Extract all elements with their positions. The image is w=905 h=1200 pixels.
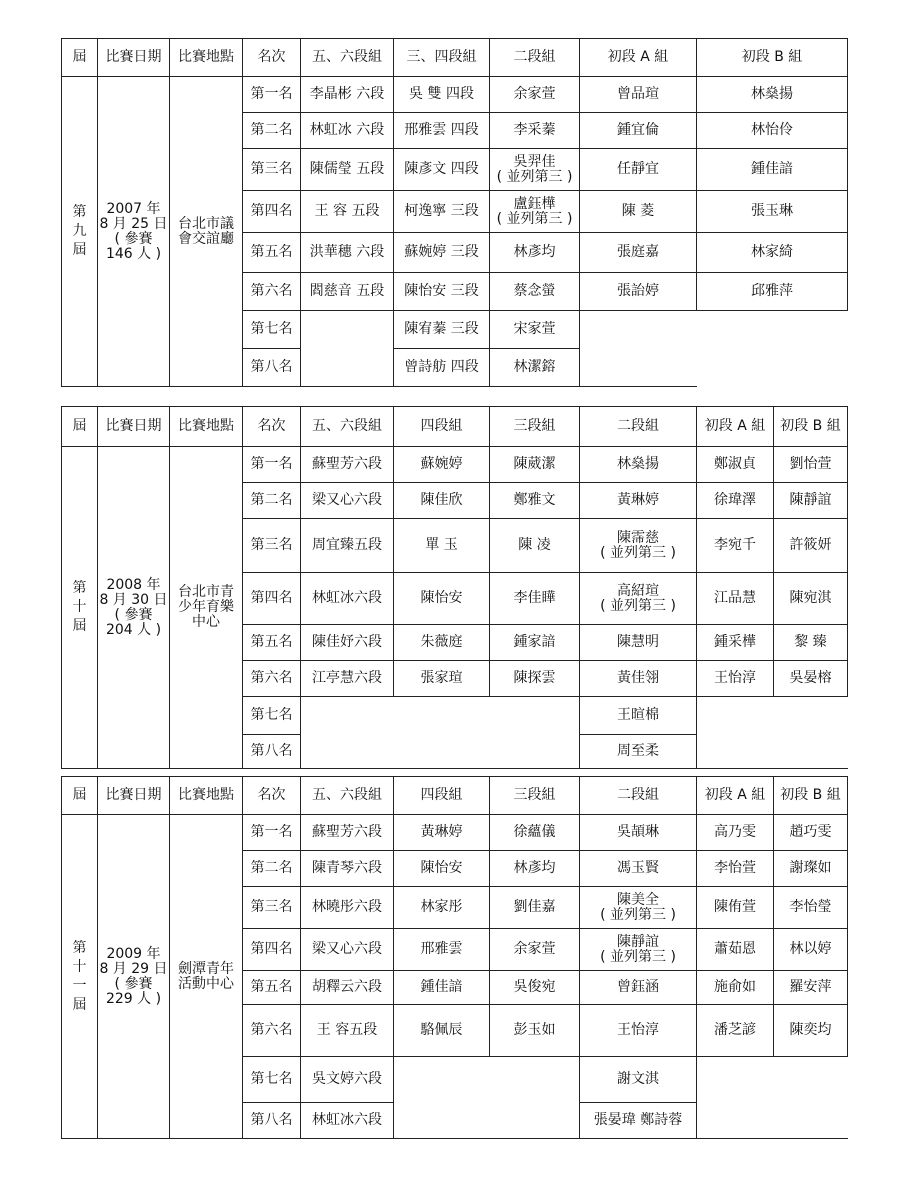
section9-table <box>61 38 848 387</box>
rank-cell: 第三名 <box>243 887 301 929</box>
result-cell: 鍾佳諳 <box>394 971 490 1005</box>
result-cell: 馮玉賢 <box>580 851 697 887</box>
result-cell <box>490 149 580 191</box>
line: 會交誼廳 <box>178 230 234 247</box>
result-cell: 林潔鎔 <box>490 349 580 387</box>
result-line: ( 並列第三 ) <box>496 210 573 227</box>
edition-cell <box>62 77 98 387</box>
empty-cell <box>697 1057 848 1139</box>
result-cell: 高乃雯 <box>697 815 774 851</box>
header-row <box>62 407 848 447</box>
result-cell: 徐蘊儀 <box>490 815 580 851</box>
line: 146 人 ) <box>105 245 162 262</box>
result-cell: 張玉琳 <box>697 191 848 233</box>
rank-cell: 第五名 <box>243 971 301 1005</box>
rank-cell: 第八名 <box>243 735 301 769</box>
result-cell: 陳彥文 四段 <box>394 149 490 191</box>
result-cell: 吳文婷六段 <box>301 1057 394 1103</box>
line: 8 月 29 日 <box>99 960 168 977</box>
result-cell: 吳頡琳 <box>580 815 697 851</box>
result-cell: 彭玉如 <box>490 1005 580 1057</box>
rank-cell: 第一名 <box>243 815 301 851</box>
result-cell: 李佳瞱 <box>490 573 580 625</box>
result-cell <box>490 191 580 233</box>
line: 229 人 ) <box>105 990 162 1007</box>
group-header: 初段 B 組 <box>774 777 848 815</box>
header-row <box>62 39 848 77</box>
rank-cell: 第一名 <box>243 447 301 483</box>
result-cell: 陳 菱 <box>580 191 697 233</box>
result-cell: 周至柔 <box>580 735 697 769</box>
group-header: 三、四段組 <box>394 39 490 77</box>
header-date: 比賽日期 <box>98 39 170 77</box>
result-cell: 林家彤 <box>394 887 490 929</box>
result-cell: 單 玉 <box>394 519 490 573</box>
result-line: 吳羿佳 <box>513 153 556 170</box>
result-line: ( 並列第三 ) <box>600 544 676 561</box>
result-cell: 陳葳潔 <box>490 447 580 483</box>
result-cell: 謝璨如 <box>774 851 848 887</box>
header-venue: 比賽地點 <box>170 777 243 815</box>
table-row <box>62 447 848 483</box>
result-cell: 鄭雅文 <box>490 483 580 519</box>
result-cell: 黃佳翎 <box>580 661 697 697</box>
result-cell: 陳靜誼 <box>774 483 848 519</box>
result-line: ( 並列第三 ) <box>600 906 676 923</box>
group-header: 二段組 <box>580 407 697 447</box>
result-cell: 陳慧明 <box>580 625 697 661</box>
group-header: 初段 B 組 <box>774 407 848 447</box>
result-line: 陳霈慈 <box>617 529 659 546</box>
result-cell: 陳怡安 <box>394 573 490 625</box>
result-cell: 閻慈音 五段 <box>301 273 394 311</box>
group-header: 初段 A 組 <box>697 777 774 815</box>
result-cell: 陳奕均 <box>774 1005 848 1057</box>
group-header: 三段組 <box>490 777 580 815</box>
line: 台北市青 <box>178 584 234 600</box>
result-cell: 陳佳欣 <box>394 483 490 519</box>
line: 第 <box>72 939 87 956</box>
table-row <box>62 77 848 113</box>
header-venue: 比賽地點 <box>170 39 243 77</box>
line: ( 參賽 <box>114 606 153 623</box>
rank-cell: 第一名 <box>243 77 301 113</box>
result-cell: 劉怡萱 <box>774 447 848 483</box>
result-cell <box>580 573 697 625</box>
result-cell: 劉佳嘉 <box>490 887 580 929</box>
result-cell: 王 容五段 <box>301 1005 394 1057</box>
header-row <box>62 777 848 815</box>
header-rank: 名次 <box>243 39 301 77</box>
rank-cell: 第三名 <box>243 149 301 191</box>
result-cell: 鄭淑貞 <box>697 447 774 483</box>
result-cell: 曾鈺涵 <box>580 971 697 1005</box>
result-cell: 陳 凌 <box>490 519 580 573</box>
rank-cell: 第四名 <box>243 929 301 971</box>
rank-cell: 第六名 <box>243 273 301 311</box>
result-cell: 陳青琴六段 <box>301 851 394 887</box>
result-cell: 許筱妍 <box>774 519 848 573</box>
line: 一 <box>72 977 87 994</box>
result-cell: 黃琳婷 <box>580 483 697 519</box>
result-cell: 林怡伶 <box>697 113 848 149</box>
result-cell: 邱雅萍 <box>697 273 848 311</box>
result-cell: 胡釋云六段 <box>301 971 394 1005</box>
header-edition: 屆 <box>62 407 98 447</box>
result-cell: 林燊揚 <box>697 77 848 113</box>
line: 十 <box>72 599 87 615</box>
line: ( 參賽 <box>114 230 153 247</box>
date-cell <box>98 447 170 769</box>
result-cell: 朱薇庭 <box>394 625 490 661</box>
result-cell: 江亭慧六段 <box>301 661 394 697</box>
rank-cell: 第四名 <box>243 573 301 625</box>
result-cell: 鍾宜倫 <box>580 113 697 149</box>
rank-cell: 第七名 <box>243 1057 301 1103</box>
group-header: 四段組 <box>394 407 490 447</box>
result-cell: 林燊揚 <box>580 447 697 483</box>
line: 台北市議 <box>178 215 234 232</box>
line: 第 <box>72 580 87 596</box>
edition-cell <box>62 815 98 1139</box>
result-cell: 黎 臻 <box>774 625 848 661</box>
empty-cell <box>580 311 697 387</box>
result-cell: 洪華穗 六段 <box>301 233 394 273</box>
group-header: 五、六段組 <box>301 777 394 815</box>
edition-cell <box>62 447 98 769</box>
result-cell: 曾品瑄 <box>580 77 697 113</box>
result-cell: 李宛千 <box>697 519 774 573</box>
line: 劍潭青年 <box>178 960 234 977</box>
rank-cell: 第四名 <box>243 191 301 233</box>
group-header: 初段 B 組 <box>697 39 848 77</box>
empty-cell <box>697 697 848 769</box>
venue-cell <box>170 77 243 387</box>
result-cell: 林家綺 <box>697 233 848 273</box>
rank-cell: 第六名 <box>243 661 301 697</box>
line: 活動中心 <box>178 975 234 992</box>
rank-cell: 第二名 <box>243 113 301 149</box>
line: 第 <box>72 204 87 220</box>
rank-cell: 第五名 <box>243 625 301 661</box>
result-line: ( 並列第三 ) <box>600 948 676 965</box>
header-edition: 屆 <box>62 777 98 815</box>
result-cell: 陳宛淇 <box>774 573 848 625</box>
result-cell: 梁又心六段 <box>301 929 394 971</box>
group-header: 二段組 <box>490 39 580 77</box>
section11-table <box>61 776 848 1139</box>
group-header: 三段組 <box>490 407 580 447</box>
result-cell: 駱佩辰 <box>394 1005 490 1057</box>
header-venue: 比賽地點 <box>170 407 243 447</box>
result-cell: 陳探雲 <box>490 661 580 697</box>
result-cell: 蘇婉婷 三段 <box>394 233 490 273</box>
result-cell: 蔡念螢 <box>490 273 580 311</box>
result-cell: 林虹冰六段 <box>301 1103 394 1139</box>
result-cell: 柯逸寧 三段 <box>394 191 490 233</box>
rank-cell: 第六名 <box>243 1005 301 1057</box>
result-cell: 吳俊宛 <box>490 971 580 1005</box>
result-cell <box>580 929 697 971</box>
line: ( 參賽 <box>114 975 153 992</box>
header-date: 比賽日期 <box>98 777 170 815</box>
result-cell <box>580 519 697 573</box>
result-cell: 王怡淳 <box>697 661 774 697</box>
result-cell: 鍾采樺 <box>697 625 774 661</box>
result-cell <box>580 887 697 929</box>
result-cell: 蕭茹恩 <box>697 929 774 971</box>
result-cell: 施俞如 <box>697 971 774 1005</box>
result-cell: 李采蓁 <box>490 113 580 149</box>
rank-cell: 第八名 <box>243 349 301 387</box>
header-rank: 名次 <box>243 407 301 447</box>
result-line: 盧鈺樺 <box>513 195 556 212</box>
result-cell: 余家萱 <box>490 929 580 971</box>
result-line: 陳美全 <box>617 891 659 908</box>
line: 屆 <box>72 996 87 1013</box>
result-cell: 邢雅雲 四段 <box>394 113 490 149</box>
result-cell: 張庭嘉 <box>580 233 697 273</box>
group-header: 初段 A 組 <box>580 39 697 77</box>
result-line: 陳靜誼 <box>617 933 659 950</box>
result-cell: 邢雅雲 <box>394 929 490 971</box>
result-cell: 任靜宜 <box>580 149 697 191</box>
result-cell: 陳怡安 三段 <box>394 273 490 311</box>
result-cell: 潘芝諺 <box>697 1005 774 1057</box>
result-cell: 黃琳婷 <box>394 815 490 851</box>
result-cell: 林彥均 <box>490 851 580 887</box>
result-line: 高紹瑄 <box>617 582 659 599</box>
line: 2008 年 <box>106 576 161 593</box>
table-row <box>62 815 848 851</box>
result-cell: 陳儒瑩 五段 <box>301 149 394 191</box>
result-cell: 林虹冰 六段 <box>301 113 394 149</box>
line: 2007 年 <box>106 200 161 217</box>
rank-cell: 第二名 <box>243 851 301 887</box>
result-cell: 王怡淳 <box>580 1005 697 1057</box>
group-header: 二段組 <box>580 777 697 815</box>
rank-cell: 第三名 <box>243 519 301 573</box>
result-line: ( 並列第三 ) <box>496 168 573 185</box>
result-cell: 李怡萱 <box>697 851 774 887</box>
result-cell: 蘇聖芳六段 <box>301 815 394 851</box>
empty-cell <box>301 697 580 769</box>
result-cell: 吳晏榕 <box>774 661 848 697</box>
line: 2009 年 <box>106 945 161 962</box>
empty-cell <box>394 1057 580 1139</box>
line: 屆 <box>72 618 87 634</box>
result-cell: 吳 雙 四段 <box>394 77 490 113</box>
result-cell: 趙巧雯 <box>774 815 848 851</box>
result-cell: 余家萱 <box>490 77 580 113</box>
date-cell <box>98 77 170 387</box>
group-header: 初段 A 組 <box>697 407 774 447</box>
line: 8 月 25 日 <box>99 215 168 232</box>
line: 少年育樂 <box>178 599 234 615</box>
result-cell: 蘇聖芳六段 <box>301 447 394 483</box>
result-cell: 陳侑萱 <box>697 887 774 929</box>
section10-table <box>61 406 848 769</box>
rank-cell: 第八名 <box>243 1103 301 1139</box>
result-cell: 梁又心六段 <box>301 483 394 519</box>
result-cell: 王暄棉 <box>580 697 697 735</box>
rank-cell: 第五名 <box>243 233 301 273</box>
result-cell: 張家瑄 <box>394 661 490 697</box>
result-cell: 周宜臻五段 <box>301 519 394 573</box>
result-cell: 曾詩舫 四段 <box>394 349 490 387</box>
date-cell <box>98 815 170 1139</box>
result-cell: 陳宥蓁 三段 <box>394 311 490 349</box>
rank-cell: 第七名 <box>243 697 301 735</box>
line: 十 <box>72 958 87 975</box>
result-cell: 林曉彤六段 <box>301 887 394 929</box>
result-cell: 鍾家諳 <box>490 625 580 661</box>
result-cell: 蘇婉婷 <box>394 447 490 483</box>
result-cell: 張晏瑋 鄭詩蓉 <box>580 1103 697 1139</box>
line: 屆 <box>72 242 87 258</box>
result-cell: 張詒婷 <box>580 273 697 311</box>
result-cell: 林彥均 <box>490 233 580 273</box>
result-cell: 謝文淇 <box>580 1057 697 1103</box>
result-cell: 陳怡安 <box>394 851 490 887</box>
result-cell: 林虹冰六段 <box>301 573 394 625</box>
result-line: ( 並列第三 ) <box>600 597 676 614</box>
result-cell: 王 容 五段 <box>301 191 394 233</box>
result-cell: 羅安萍 <box>774 971 848 1005</box>
line: 204 人 ) <box>105 621 162 638</box>
result-cell: 李晶彬 六段 <box>301 77 394 113</box>
result-cell: 李怡瑩 <box>774 887 848 929</box>
result-cell: 陳佳妤六段 <box>301 625 394 661</box>
result-cell: 宋家萱 <box>490 311 580 349</box>
header-edition: 屆 <box>62 39 98 77</box>
group-header: 五、六段組 <box>301 407 394 447</box>
line: 九 <box>72 223 87 239</box>
empty-cell <box>301 311 394 387</box>
result-cell: 林以婷 <box>774 929 848 971</box>
header-rank: 名次 <box>243 777 301 815</box>
group-header: 五、六段組 <box>301 39 394 77</box>
venue-cell <box>170 447 243 769</box>
venue-cell <box>170 815 243 1139</box>
result-cell: 鍾佳諳 <box>697 149 848 191</box>
line: 中心 <box>192 614 220 630</box>
rank-cell: 第七名 <box>243 311 301 349</box>
rank-cell: 第二名 <box>243 483 301 519</box>
header-date: 比賽日期 <box>98 407 170 447</box>
result-cell: 徐瑋澤 <box>697 483 774 519</box>
line: 8 月 30 日 <box>99 591 168 608</box>
result-cell: 江品慧 <box>697 573 774 625</box>
group-header: 四段組 <box>394 777 490 815</box>
